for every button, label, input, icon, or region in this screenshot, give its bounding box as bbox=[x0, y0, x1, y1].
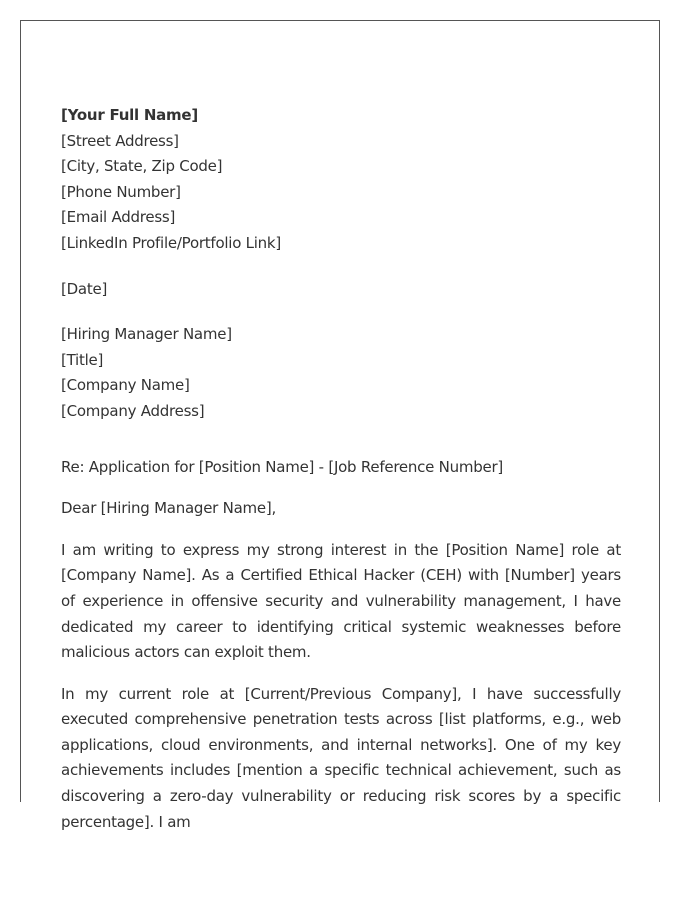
letter-date: [Date] bbox=[61, 279, 108, 298]
paragraph-intro: I am writing to express my strong interest in the [Position Name] role at [Company Name]. As a Certified Ethical Hacker (CEH) with [Number] years of experience in offensive security and vulnerability management, I have dedicated my career to identifying critical systemic weaknesses before malicious actors can exploit them. bbox=[61, 540, 621, 662]
recipient-block bbox=[61, 322, 621, 424]
subject-line: Re: Application for [Position Name] - [Job Reference Number] bbox=[61, 457, 504, 476]
sender-street: [Street Address] bbox=[61, 131, 179, 150]
salutation: Dear [Hiring Manager Name], bbox=[61, 499, 276, 518]
sender-city: [City, State, Zip Code] bbox=[61, 157, 223, 176]
sender-linkedin: [LinkedIn Profile/Portfolio Link] bbox=[61, 233, 281, 252]
sender-phone: [Phone Number] bbox=[61, 182, 181, 201]
sender-email: [Email Address] bbox=[61, 208, 176, 227]
sender-block bbox=[61, 103, 621, 257]
document-page bbox=[20, 20, 660, 831]
letter-body bbox=[61, 103, 621, 835]
recipient-company: [Company Name] bbox=[61, 376, 190, 395]
recipient-address: [Company Address] bbox=[61, 401, 205, 420]
paragraph-experience: In my current role at [Current/Previous Company], I have successfully executed comprehensive penetration tests across [list platforms, e.g., web applications, cloud environments, and internal networks]. One of my key achievements includes [mention a specific technical achievement, such as discovering a zero-day vulnerability or reducing risk scores by a specific percentage]. I am bbox=[61, 684, 621, 831]
sender-name: [Your Full Name] bbox=[61, 106, 198, 124]
recipient-name: [Hiring Manager Name] bbox=[61, 325, 232, 344]
recipient-title: [Title] bbox=[61, 350, 104, 369]
